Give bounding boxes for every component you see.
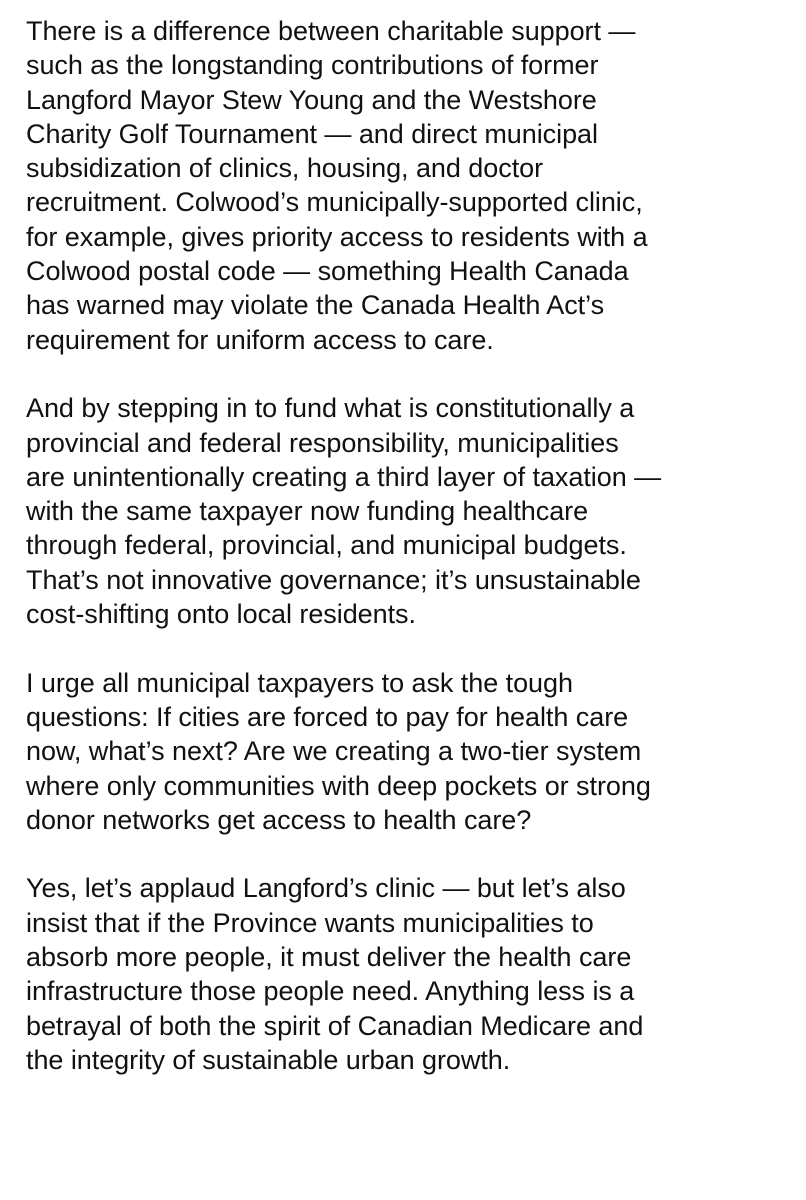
text-line: betrayal of both the spirit of Canadian Medicare and	[26, 1010, 644, 1041]
paragraph-4	[26, 871, 796, 1077]
text-line: such as the longstanding contributions of former	[26, 50, 599, 81]
text-line: has warned may violate the Canada Health Act’s	[26, 290, 605, 321]
text-line: That’s not innovative governance; it’s unsustainable	[26, 564, 641, 595]
text-line: are unintentionally creating a third layer of taxation —	[26, 461, 662, 492]
text-line: Yes, let’s applaud Langford’s clinic — but let’s also	[26, 873, 626, 904]
paragraph-2	[26, 391, 796, 631]
text-line: requirement for uniform access to care.	[26, 324, 494, 355]
text-line: And by stepping in to fund what is constitutionally a	[26, 393, 635, 424]
text-line: Langford Mayor Stew Young and the Westshore	[26, 84, 597, 115]
text-line: with the same taxpayer now funding healthcare	[26, 496, 589, 527]
paragraph-1	[26, 14, 796, 357]
text-line: provincial and federal responsibility, municipalities	[26, 427, 619, 458]
document-body	[26, 14, 796, 1077]
text-line: infrastructure those people need. Anything less is a	[26, 976, 635, 1007]
text-line: absorb more people, it must deliver the health care	[26, 942, 632, 973]
text-line: questions: If cities are forced to pay for health care	[26, 701, 629, 732]
text-line: through federal, provincial, and municipal budgets.	[26, 530, 627, 561]
text-line: for example, gives priority access to residents with a	[26, 221, 648, 252]
text-line: cost-shifting onto local residents.	[26, 599, 416, 630]
text-line: insist that if the Province wants municipalities to	[26, 907, 594, 938]
text-line: where only communities with deep pockets or strong	[26, 770, 651, 801]
text-line: Charity Golf Tournament — and direct municipal	[26, 118, 598, 149]
text-line: There is a difference between charitable support —	[26, 16, 636, 46]
text-line: subsidization of clinics, housing, and doctor	[26, 153, 544, 184]
text-line: I urge all municipal taxpayers to ask the tough	[26, 667, 573, 698]
text-line: donor networks get access to health care?	[26, 804, 532, 835]
paragraph-3	[26, 666, 796, 837]
text-line: Colwood postal code — something Health Canada	[26, 256, 629, 287]
text-line: now, what’s next? Are we creating a two-tier system	[26, 736, 642, 767]
text-line: the integrity of sustainable urban growth.	[26, 1044, 511, 1075]
text-line: recruitment. Colwood’s municipally-supported clinic,	[26, 187, 643, 218]
